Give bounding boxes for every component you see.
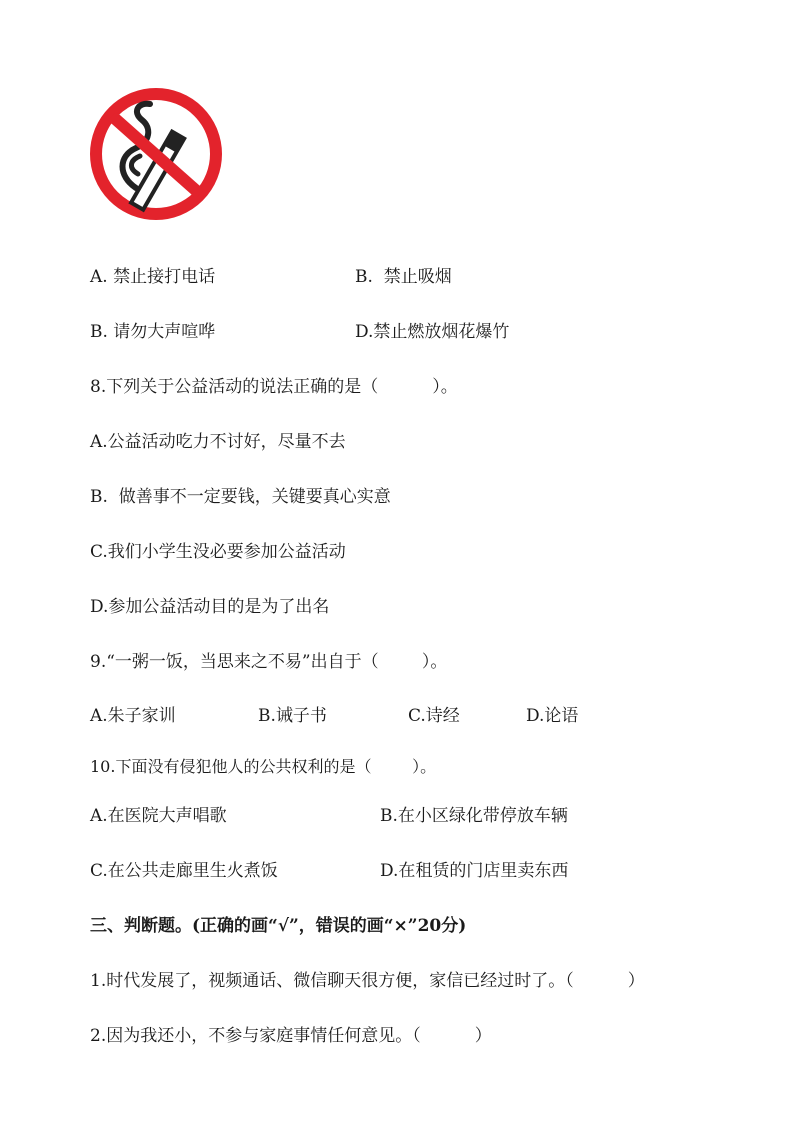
q10-option-d: D.在租赁的门店里卖东西 (380, 861, 569, 881)
q8-stem: 8.下列关于公益活动的说法正确的是（ ）。 (90, 377, 458, 397)
judgment-item-1: 1.时代发展了，视频通话、微信聊天很方便，家信已经过时了。（ ） (90, 971, 645, 991)
q8-option-b: B. 做善事不一定要钱，关键要真心实意 (90, 487, 391, 507)
no-smoking-sign-image (88, 76, 224, 242)
q7-option-b: B. 禁止吸烟 (355, 267, 452, 287)
q10-option-b: B.在小区绿化带停放车辆 (380, 806, 568, 826)
judgment-item-2: 2.因为我还小，不参与家庭事情任何意见。（ ） (90, 1026, 492, 1046)
q10-stem: 10.下面没有侵犯他人的公共权利的是（ ）。 (90, 757, 437, 776)
q9-option-c: C.诗经 (408, 706, 460, 726)
q8-option-a: A.公益活动吃力不讨好，尽量不去 (90, 432, 346, 452)
q9-option-b: B.诫子书 (258, 706, 327, 726)
q7-option-d: D.禁止燃放烟花爆竹 (355, 322, 510, 342)
q10-option-a: A.在医院大声唱歌 (90, 806, 227, 826)
q7-option-a: A. 禁止接打电话 (90, 267, 216, 287)
q9-option-a: A.朱子家训 (90, 706, 176, 726)
q9-stem: 9.“一粥一饭，当思来之不易”出自于（ ）。 (90, 652, 448, 672)
q7-option-c: B. 请勿大声喧哗 (90, 322, 216, 342)
q8-option-d: D.参加公益活动目的是为了出名 (90, 597, 330, 617)
q10-option-c: C.在公共走廊里生火煮饭 (90, 861, 278, 881)
q9-option-d: D.论语 (526, 706, 579, 726)
q8-option-c: C.我们小学生没必要参加公益活动 (90, 542, 346, 562)
no-smoking-icon (96, 94, 216, 214)
section-3-title: 三、判断题。(正确的画“√”，错误的画“×”20分) (90, 916, 467, 936)
